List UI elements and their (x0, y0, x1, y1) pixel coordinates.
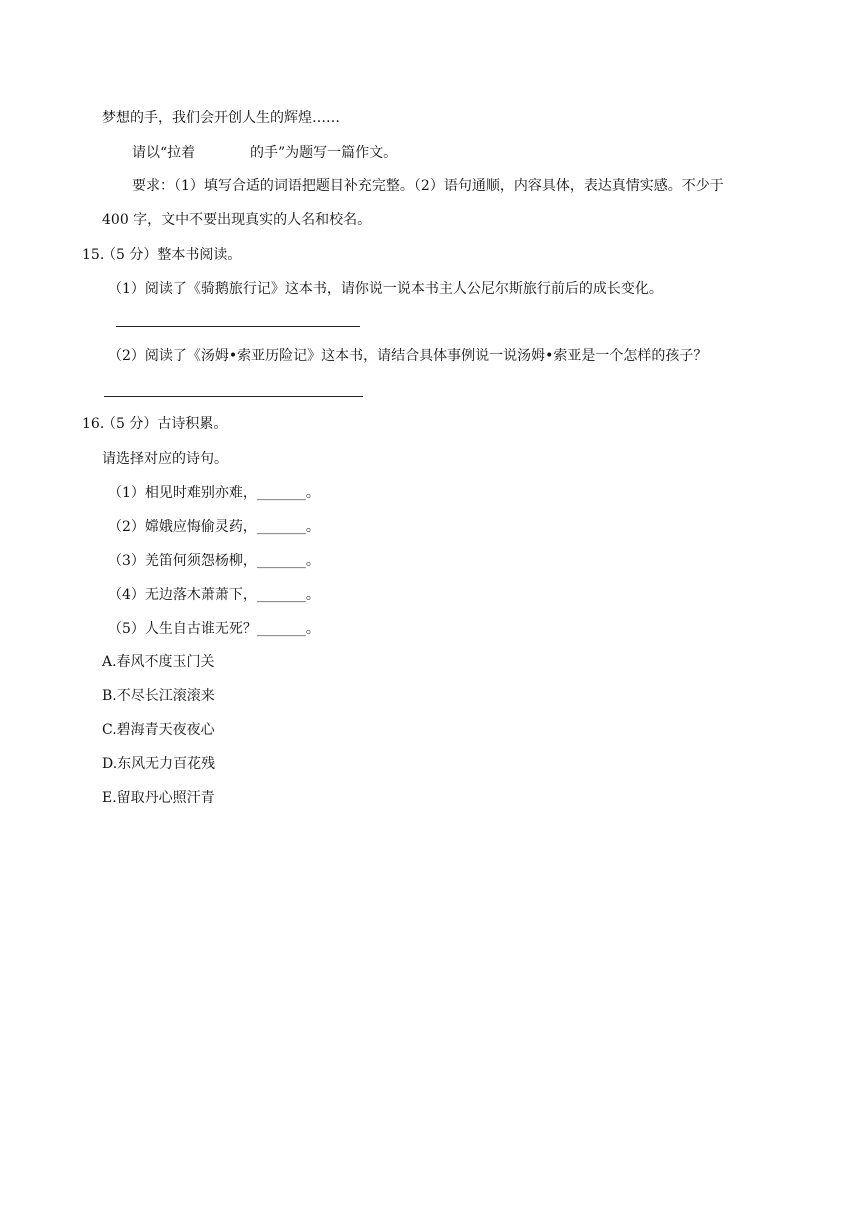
option-b: B.不尽长江滚滚来 (102, 688, 215, 704)
poem-item: （2）嫦娥应悔偷灵药，_______。 (108, 519, 320, 535)
option-c: C.碧海青天夜夜心 (102, 722, 215, 738)
poem-item: （5）人生自古谁无死？_______。 (108, 621, 320, 637)
question-15-heading: （5 分）整本书阅读。 (102, 247, 242, 263)
poem-item: （3）羌笛何须怨杨柳，_______。 (108, 553, 320, 569)
essay-requirements-cont: 400 字，文中不要出现真实的人名和校名。 (102, 212, 372, 228)
poem-item: （4）无边落木萧萧下，_______。 (108, 587, 320, 603)
question-16-instruction: 请选择对应的诗句。 (102, 451, 228, 467)
poem-item: （1）相见时难别亦难，_______。 (108, 485, 320, 501)
essay-text-line: 梦想的手，我们会开创人生的辉煌…… (102, 110, 340, 126)
question-number-16: 16. (82, 416, 105, 432)
option-a: A.春风不度玉门关 (102, 654, 215, 670)
question-15-part-1: （1）阅读了《骑鹅旅行记》这本书，请你说一说本书主人公尼尔斯旅行前后的成长变化。 (108, 281, 663, 297)
option-e: E.留取丹心照汗青 (102, 790, 215, 806)
answer-line-15-2[interactable] (104, 396, 363, 397)
question-15-part-2: （2）阅读了《汤姆•索亚历险记》这本书，请结合具体事例说一说汤姆•索亚是一个怎样的孩子？ (108, 348, 708, 364)
essay-prompt-end: 的手”为题写一篇作文。 (250, 145, 398, 161)
answer-line-15-1[interactable] (116, 326, 360, 327)
essay-prompt-start: 请以“拉着 (132, 145, 196, 161)
question-number-15: 15. (82, 247, 105, 263)
essay-requirements: 要求：（1）填写合适的词语把题目补充完整。（2）语句通顺，内容具体，表达真情实感。不少于 (132, 178, 724, 194)
option-d: D.东风无力百花残 (102, 756, 216, 772)
question-16-heading: （5 分）古诗积累。 (102, 416, 228, 432)
